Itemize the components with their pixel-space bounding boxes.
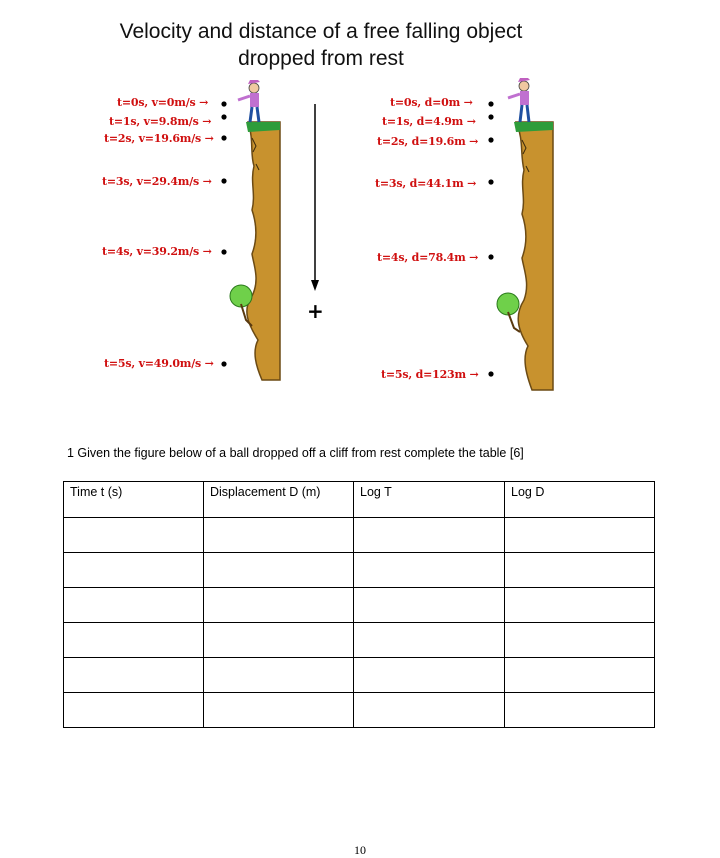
table-row xyxy=(64,588,655,623)
table-cell[interactable] xyxy=(505,693,655,728)
table-cell[interactable] xyxy=(204,658,354,693)
table-cell[interactable] xyxy=(354,588,505,623)
velocity-label-t5: t=5s, v=49.0m/s → xyxy=(104,357,214,370)
distance-label-t5: t=5s, d=123m → xyxy=(381,368,479,381)
table-cell[interactable] xyxy=(204,623,354,658)
velocity-label-t3: t=3s, v=29.4m/s → xyxy=(102,175,212,188)
table-cell[interactable] xyxy=(505,588,655,623)
figure-title xyxy=(66,18,576,72)
table-cell[interactable] xyxy=(204,693,354,728)
figure-title-line2: dropped from rest xyxy=(238,47,404,70)
table-cell[interactable] xyxy=(505,623,655,658)
table-cell[interactable] xyxy=(64,518,204,553)
header-displacement: Displacement D (m) xyxy=(204,482,354,518)
table-cell[interactable] xyxy=(354,518,505,553)
figure-title-line1: Velocity and distance of a free falling object xyxy=(119,20,523,43)
table-header-row xyxy=(64,482,655,518)
table-cell[interactable] xyxy=(204,588,354,623)
distance-label-t2: t=2s, d=19.6m → xyxy=(377,135,479,148)
table-cell[interactable] xyxy=(64,623,204,658)
distance-label-t0: t=0s, d=0m → xyxy=(390,96,473,109)
velocity-label-t4: t=4s, v=39.2m/s → xyxy=(102,245,212,258)
table-row xyxy=(64,658,655,693)
header-time: Time t (s) xyxy=(64,482,204,518)
table-cell[interactable] xyxy=(204,518,354,553)
table-row xyxy=(64,693,655,728)
question-text: 1 Given the figure below of a ball dropped off a cliff from rest complete the table [6] xyxy=(67,446,524,460)
distance-label-t3: t=3s, d=44.1m → xyxy=(375,177,477,190)
table-cell[interactable] xyxy=(354,658,505,693)
table-cell[interactable] xyxy=(64,693,204,728)
table-cell[interactable] xyxy=(505,518,655,553)
velocity-label-t2: t=2s, v=19.6m/s → xyxy=(104,132,214,145)
page-number: 10 xyxy=(354,843,366,857)
table-cell[interactable] xyxy=(64,553,204,588)
table-cell[interactable] xyxy=(354,693,505,728)
distance-label-t1: t=1s, d=4.9m → xyxy=(382,115,476,128)
header-log-d: Log D xyxy=(505,482,655,518)
velocity-label-t0: t=0s, v=0m/s → xyxy=(117,96,209,109)
distance-label-t4: t=4s, d=78.4m → xyxy=(377,251,479,264)
table-cell[interactable] xyxy=(505,658,655,693)
table-row xyxy=(64,518,655,553)
velocity-label-t1: t=1s, v=9.8m/s → xyxy=(109,115,212,128)
data-table xyxy=(63,481,655,728)
header-log-t: Log T xyxy=(354,482,505,518)
positive-direction-sign: + xyxy=(307,299,324,323)
table-cell[interactable] xyxy=(354,623,505,658)
table-cell[interactable] xyxy=(204,553,354,588)
table-cell[interactable] xyxy=(64,658,204,693)
table-cell[interactable] xyxy=(354,553,505,588)
table-cell[interactable] xyxy=(505,553,655,588)
table-row xyxy=(64,623,655,658)
table-row xyxy=(64,553,655,588)
table-cell[interactable] xyxy=(64,588,204,623)
